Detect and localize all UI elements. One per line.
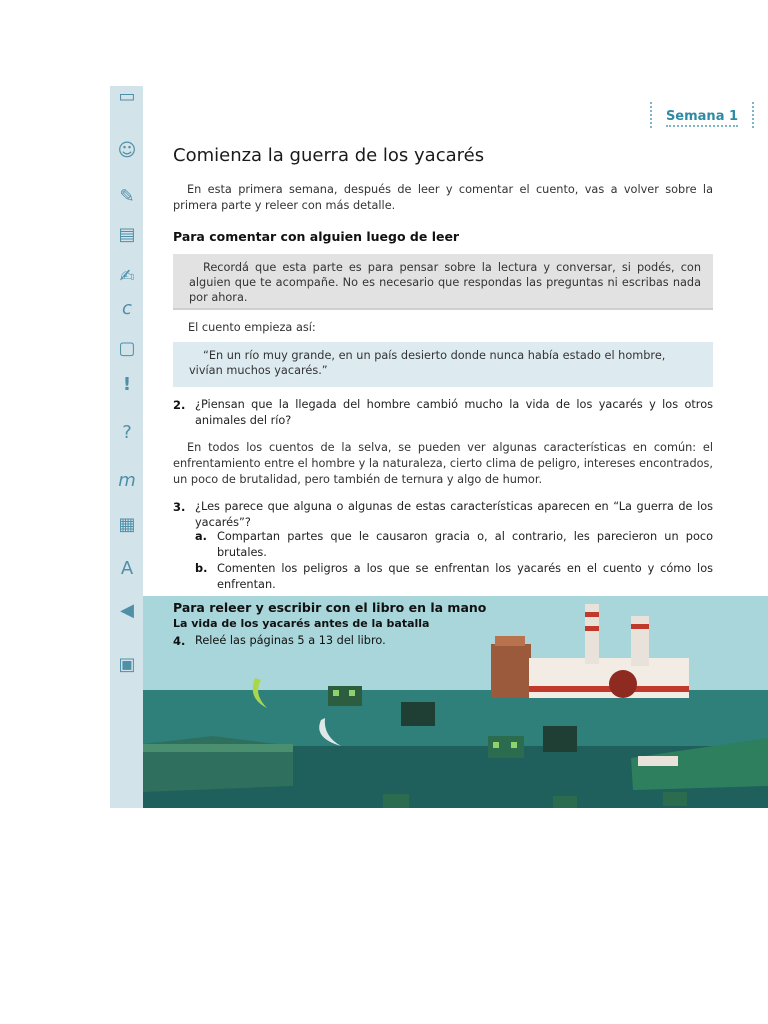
quote-text: “En un río muy grande, en un país desierto donde nunca había estado el hombre, vivían muchos yacarés.”: [189, 349, 666, 377]
section-heading-comment: Para comentar con alguien luego de leer: [173, 229, 460, 244]
question-3a-letter: a.: [195, 530, 207, 543]
question-3-number: 3.: [173, 500, 186, 514]
note-text: Recordá que esta parte es para pensar sobre la lectura y conversar, si podés, con alguien que te acompañe. No es necesario que respondas las preguntas ni escribas nada por ahora.: [189, 261, 701, 304]
lead-text: El cuento empieza así:: [188, 321, 316, 334]
tablet-icon: ▢: [118, 338, 136, 359]
question-3b-letter: b.: [195, 562, 208, 575]
week-badge: [650, 102, 754, 128]
megaphone-icon: ◀: [120, 600, 134, 621]
books-stack-icon: ▦: [118, 514, 136, 535]
question-3-text: ¿Les parece que alguna o algunas de estas características aparecen en “La guerra de los yacarés”?: [195, 500, 713, 529]
child-reading-icon: ☺: [117, 140, 137, 161]
decorative-sidebar: [110, 86, 143, 808]
letter-a-icon: A: [120, 558, 134, 579]
intro-paragraph: En esta primera semana, después de leer y comentar el cuento, vas a volver sobre la primera parte y releer con más detalle.: [173, 183, 713, 212]
book-icon: ▤: [118, 224, 136, 245]
week-label: Semana 1: [666, 109, 738, 127]
writing-hand-icon: ✍: [119, 266, 135, 287]
question-4-number: 4.: [173, 634, 186, 648]
question-3a-text: Compartan partes que le causaron gracia o, al contrario, les parecieron un poco brutales.: [217, 530, 713, 559]
section-heading-reread: Para releer y escribir con el libro en la mano: [173, 600, 487, 615]
letter-m-icon: m: [118, 470, 136, 491]
question-3b-text: Comenten los peligros a los que se enfrentan los yacarés en el cuento y cómo los enfrentan.: [217, 562, 713, 591]
question-2-text: ¿Piensan que la llegada del hombre cambió mucho la vida de los yacarés y los otros animales del río?: [195, 398, 713, 427]
quote-box: [173, 342, 713, 387]
question-4-text: Releé las páginas 5 a 13 del libro.: [195, 634, 386, 647]
letter-c-icon: c: [122, 298, 132, 319]
book-page: [110, 86, 768, 808]
section-subheading-battle: La vida de los yacarés antes de la batalla: [173, 617, 430, 630]
radio-icon: ▣: [118, 654, 136, 675]
question-bubbles-icon: ?: [122, 422, 132, 443]
note-box: [173, 254, 713, 310]
selva-paragraph: En todos los cuentos de la selva, se pueden ver algunas características en común: el enfrentamiento entre el hombre y la naturaleza, cierto clima de peligro, intereses encontrados, un poco de brutalidad, pero también de ternura y algo de humor.: [173, 441, 713, 486]
notebook-icon: ▭: [118, 86, 136, 107]
page-title: Comienza la guerra de los yacarés: [173, 145, 485, 166]
pencil-icon: ✎: [119, 186, 135, 207]
exclamation-icon: !: [122, 374, 132, 395]
question-2-number: 2.: [173, 398, 186, 412]
